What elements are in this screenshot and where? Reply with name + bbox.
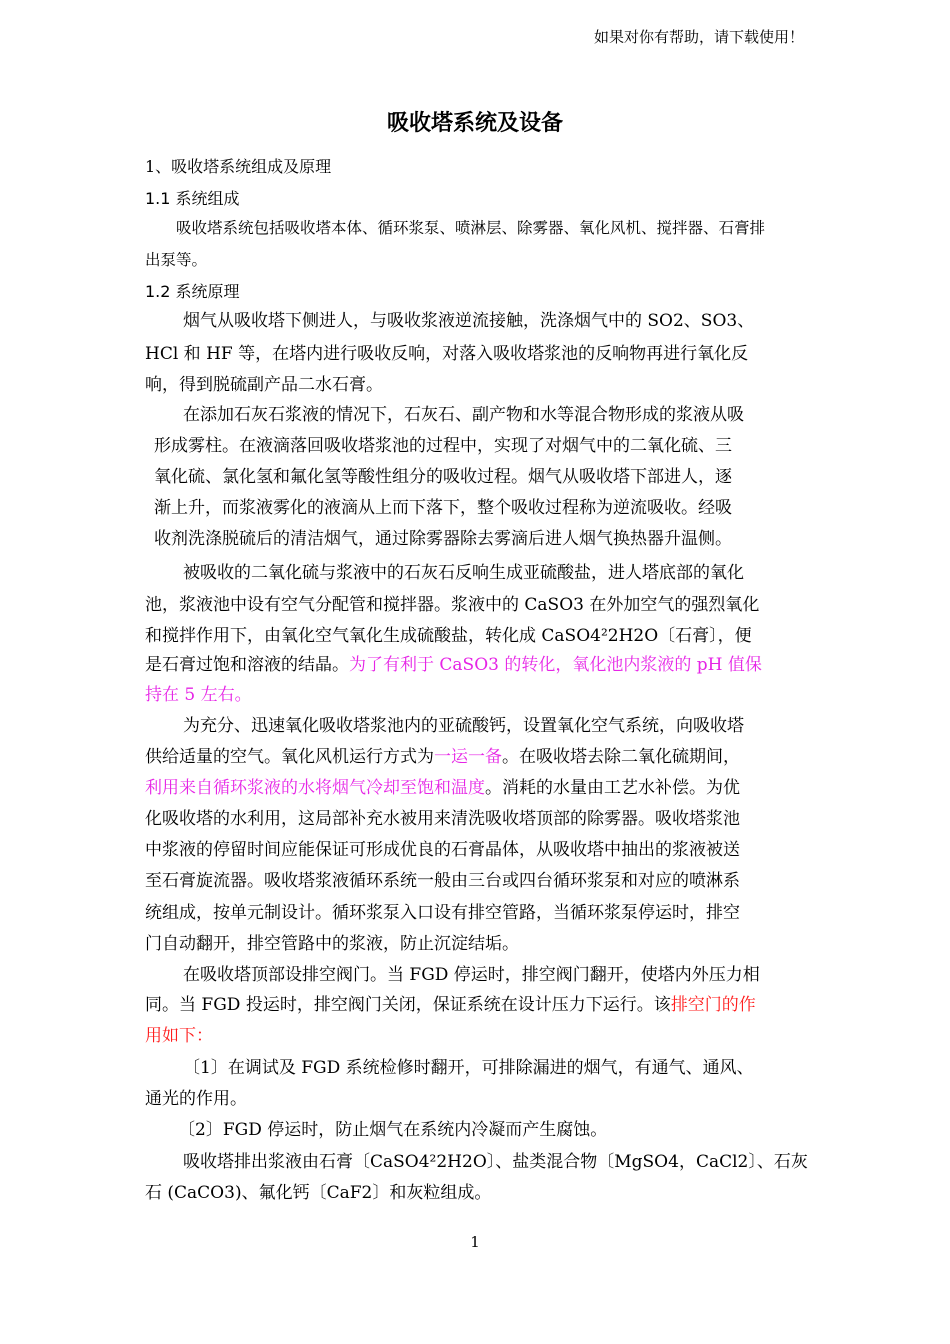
paragraph-line: 形成雾柱。在液滴落回吸收塔浆池的过程中，实现了对烟气中的二氧化硫、三 [154, 436, 732, 456]
highlighted-text: 为了有利于 CaSO3 的转化，氧化池内浆液的 pH 值保 [349, 655, 762, 675]
paragraph-text: 同。当 FGD 投运时，排空阀门关闭，保证系统在设计压力下运行。该 [145, 995, 671, 1015]
highlighted-text: 排空门的作 [670, 995, 756, 1015]
paragraph-line: 收剂洗涤脱硫后的清洁烟气，通过除雾器除去雾滴后进人烟气换热器升温侧。 [154, 529, 732, 549]
list-item-continuation: 通光的作用。 [145, 1089, 247, 1109]
paragraph-line: 池，浆液池中设有空气分配管和搅拌器。浆液中的 CaSO3 在外加空气的强烈氧化 [145, 595, 760, 615]
header-note: 如果对你有帮助，请下载使用！ [593, 28, 804, 46]
paragraph-line: 石 (CaCO3)、氟化钙〔CaF2〕和灰粒组成。 [145, 1183, 492, 1203]
highlighted-text: 用如下： [145, 1026, 213, 1046]
paragraph-line: 门自动翻开，排空管路中的浆液，防止沉淀结垢。 [145, 934, 519, 954]
paragraph-text: 。在吸收塔去除二氧化硫期间， [502, 747, 740, 767]
section-heading-1: 1、吸收塔系统组成及原理 [145, 157, 332, 176]
paragraph-line [145, 771, 740, 805]
list-item: 〔2〕FGD 停运时，防止烟气在系统内冷凝而产生腐蚀。 [178, 1120, 608, 1140]
paragraph-text: 。消耗的水量由工艺水补偿。为优 [485, 778, 740, 798]
paragraph-line [145, 988, 756, 1022]
paragraph-line: 在吸收塔顶部设排空阀门。当 FGD 停运时，排空阀门翻开，使塔内外压力相 [183, 965, 760, 985]
paragraph-line: 至石膏旋流器。吸收塔浆液循环系统一般由三台或四台循环浆泵和对应的喷淋系 [145, 871, 740, 891]
page-title: 吸收塔系统及设备 [386, 111, 563, 136]
paragraph-text: 供给适量的空气。氧化风机运行方式为 [145, 747, 434, 767]
paragraph-line: 出泵等。 [145, 251, 208, 269]
paragraph-line: 为充分、迅速氧化吸收塔浆池内的亚硫酸钙，设置氧化空气系统，向吸收塔 [183, 716, 744, 736]
paragraph-line: 烟气从吸收塔下侧进人，与吸收浆液逆流接触，洗涤烟气中的 SO2、SO3、 [183, 311, 755, 331]
list-item: 〔1〕在调试及 FGD 系统检修时翻开，可排除漏进的烟气，有通气、通风、 [183, 1058, 754, 1078]
section-heading-1-1: 1.1 系统组成 [145, 189, 240, 208]
highlighted-text: 利用来自循环浆液的水将烟气冷却至饱和温度 [145, 778, 485, 798]
paragraph-line: 吸收塔排出浆液由石膏〔CaSO4²2H2O〕、盐类混合物〔MgSO4，CaCl2〕、石灰 [183, 1152, 808, 1172]
highlighted-text: 持在 5 左右。 [145, 685, 252, 705]
paragraph-line: 和搅拌作用下，由氧化空气氧化生成硫酸盐，转化成 CaSO4²2H2O〔石膏〕，便 [145, 626, 752, 646]
paragraph-text: 是石膏过饱和溶液的结晶。 [145, 655, 349, 675]
paragraph-line: 在添加石灰石浆液的情况下，石灰石、副产物和水等混合物形成的浆液从吸 [183, 405, 744, 425]
paragraph-line: 化吸收塔的水利用，这局部补充水被用来清洗吸收塔顶部的除雾器。吸收塔浆池 [145, 809, 740, 829]
paragraph-line: 中浆液的停留时间应能保证可形成优良的石膏晶体，从吸收塔中抽出的浆液被送 [145, 840, 740, 860]
paragraph-line: 统组成，按单元制设计。循环浆泵入口设有排空管路，当循环浆泵停运时，排空 [145, 903, 740, 923]
paragraph-line: 渐上升，而浆液雾化的液滴从上而下落下，整个吸收过程称为逆流吸收。经吸 [154, 498, 732, 518]
paragraph-line: 氧化硫、氯化氢和氟化氢等酸性组分的吸收过程。烟气从吸收塔下部进人，逐 [154, 467, 732, 487]
paragraph-line [145, 740, 740, 774]
highlighted-text: 一运一备 [434, 747, 502, 767]
paragraph-line [145, 648, 762, 682]
paragraph-line: 吸收塔系统包括吸收塔本体、循环浆泵、喷淋层、除雾器、氧化风机、搅拌器、石膏排 [176, 219, 766, 237]
section-heading-1-2: 1.2 系统原理 [145, 282, 240, 301]
paragraph-line: 响，得到脱硫副产品二水石膏。 [145, 375, 383, 395]
paragraph-line: 被吸收的二氧化硫与浆液中的石灰石反响生成亚硫酸盐，进人塔底部的氧化 [183, 563, 744, 583]
paragraph-line: HCl 和 HF 等，在塔内进行吸收反响，对落入吸收塔浆池的反响物再进行氧化反 [145, 344, 749, 364]
page-number: 1 [470, 1233, 480, 1251]
